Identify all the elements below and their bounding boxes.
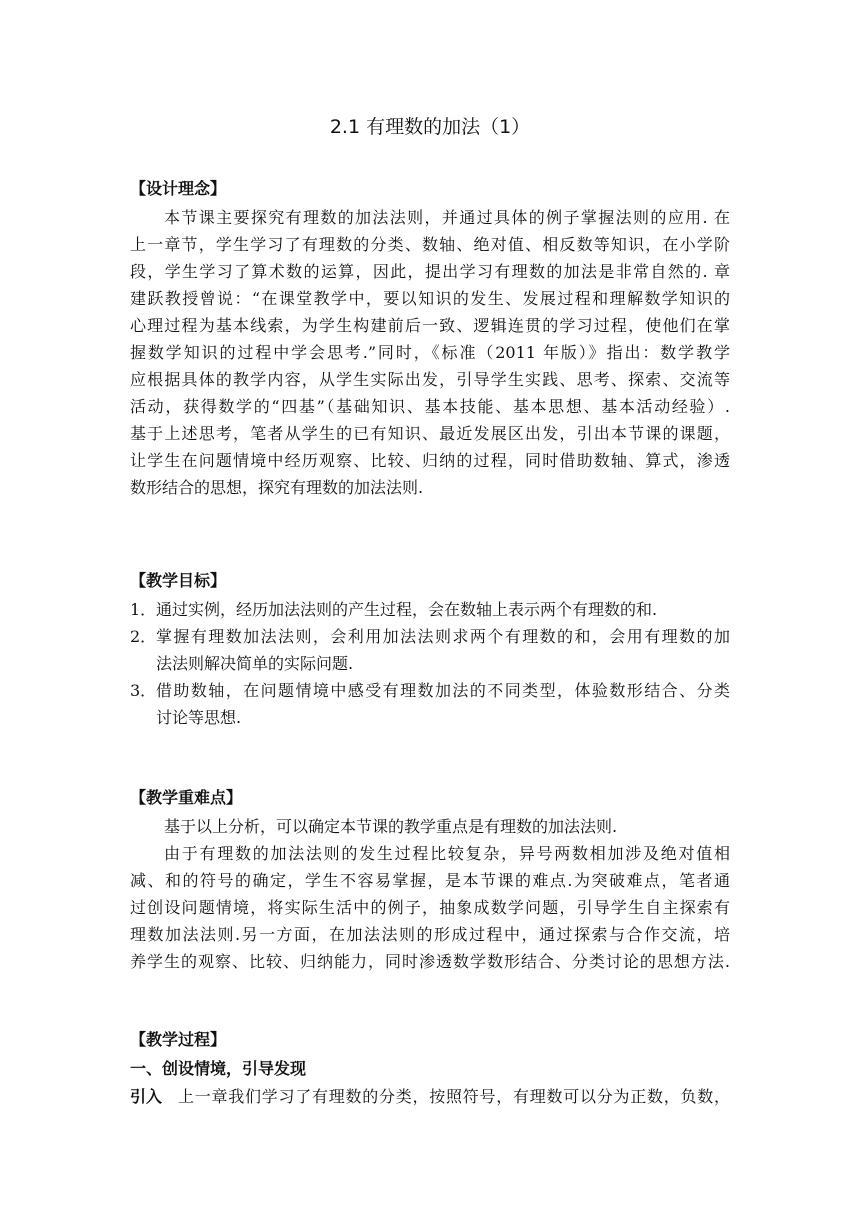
goal-line: 借助数轴，在问题情境中感受有理数加法的不同类型，体验数形结合、分类 xyxy=(156,681,730,700)
design-line: 基于上述思考，笔者从学生的已有知识、最近发展区出发，引出本节课的课题， xyxy=(130,424,730,443)
goal-line: 通过实例，经历加法法则的产生过程，会在数轴上表示两个有理数的和. xyxy=(156,600,658,619)
intro-label: 引入 xyxy=(130,1087,163,1106)
design-line: 让学生在问题情境中经历观察、比较、归纳的过程，同时借助数轴、算式，渗透 xyxy=(130,451,730,470)
goals-heading: 【教学目标】 xyxy=(130,571,227,590)
goal-line: 掌握有理数加法法则，会利用加法法则求两个有理数的和，会用有理数的加 xyxy=(156,627,730,646)
keypoints-line: 过创设问题情境，将实际生活中的例子，抽象成数学问题，引导学生自主探索有 xyxy=(130,898,730,917)
design-line: 应根据具体的教学内容，从学生实际出发，引导学生实践、思考、探索、交流等 xyxy=(130,370,730,389)
design-line: 数形结合的思想，探究有理数的加法法则. xyxy=(130,478,424,497)
keypoints-line: 养学生的观察、比较、归纳能力，同时渗透数学数形结合、分类讨论的思想方法. xyxy=(130,952,730,971)
keypoints-line: 由于有理数的加法法则的发生过程比较复杂，异号两数相加涉及绝对值相 xyxy=(164,844,730,863)
keypoints-heading: 【教学重难点】 xyxy=(130,788,243,807)
goal-number: 3． xyxy=(130,681,157,700)
design-heading: 【设计理念】 xyxy=(130,179,227,198)
design-line: 心理过程为基本线索，为学生构建前后一致、逻辑连贯的学习过程，使他们在掌 xyxy=(130,316,730,335)
design-line: 活动，获得数学的“四基”（基础知识、基本技能、基本思想、基本活动经验）. xyxy=(130,397,730,416)
process-heading: 【教学过程】 xyxy=(130,1030,227,1049)
design-line: 建跃教授曾说：“在课堂教学中，要以知识的发生、发展过程和理解数学知识的 xyxy=(130,289,730,308)
page-title: 2.1 有理数的加法（1） xyxy=(329,116,531,138)
design-line: 本节课主要探究有理数的加法法则，并通过具体的例子掌握法则的应用. 在 xyxy=(164,208,730,227)
goal-line: 讨论等思想. xyxy=(156,708,242,727)
goal-number: 1． xyxy=(130,600,157,619)
goal-number: 2． xyxy=(130,627,157,646)
design-line: 段，学生学习了算术数的运算，因此，提出学习有理数的加法是非常自然的. 章 xyxy=(130,262,730,281)
design-line: 握数学知识的过程中学会思考.”同时，《标准（2011 年版）》指出：数学教学 xyxy=(130,343,730,362)
keypoints-line: 减、和的符号的确定，学生不容易掌握，是本节课的难点.为突破难点，笔者通 xyxy=(130,871,730,890)
keypoints-para: 基于以上分析，可以确定本节课的教学重点是有理数的加法法则. xyxy=(164,817,618,836)
goal-line: 法法则解决简单的实际问题. xyxy=(156,654,354,673)
design-line: 上一章节，学生学习了有理数的分类、数轴、绝对值、相反数等知识，在小学阶 xyxy=(130,235,730,254)
process-subheading: 一、创设情境，引导发现 xyxy=(130,1059,307,1078)
keypoints-line: 理数加法法则.另一方面，在加法法则的形成过程中，通过探索与合作交流，培 xyxy=(130,925,730,944)
intro-text: 上一章我们学习了有理数的分类，按照符号，有理数可以分为正数，负数， xyxy=(178,1087,730,1106)
